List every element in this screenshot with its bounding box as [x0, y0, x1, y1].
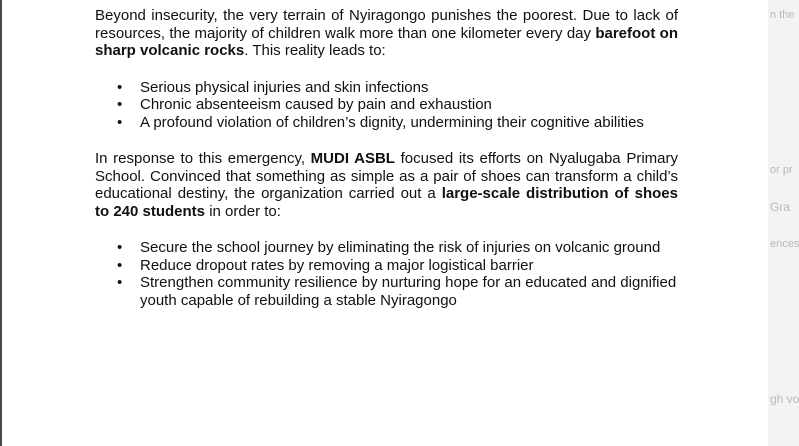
document-page [2, 0, 768, 446]
paragraph-intro [95, 7, 678, 60]
list-item: • Reduce dropout rates by removing a major logistical barrier [95, 257, 678, 275]
paragraph-intro-text-end: . This reality leads to: [244, 42, 386, 59]
paragraph-intro-text: Beyond insecurity, the very terrain of Nyiragongo punishes the poorest. Due to lack of resources, the majority of children walk more than one kilometer every day [95, 7, 678, 42]
side-panel-fragment: gh vo [770, 392, 799, 406]
paragraph-response-bold: large-scale distribution of shoes to 240 students [95, 185, 678, 220]
side-panel-fragment: Gra [770, 200, 791, 214]
paragraph-intro-bold: barefoot on sharp volcanic rocks [95, 24, 678, 59]
paragraph-response-text: In response to this emergency, [95, 150, 311, 167]
list-item: • Chronic absenteeism caused by pain and exhaustion [95, 96, 678, 114]
list-item: • Secure the school journey by eliminating the risk of injuries on volcanic ground [95, 239, 678, 257]
list-item: • A profound violation of children’s dignity, undermining their cognitive abilities [95, 114, 678, 132]
consequences-list [95, 79, 678, 132]
list-item: • Serious physical injuries and skin infections [95, 79, 678, 97]
paragraph-response-text-end: in order to: [205, 202, 281, 220]
organization-name: MUDI ASBL [310, 150, 395, 167]
document-content [95, 7, 678, 309]
side-panel[interactable] [768, 0, 799, 446]
paragraph-response [95, 150, 678, 220]
paragraph-response-text-mid: focused its efforts on Nyalugaba Primary School. Convinced that something as simple as a pair of shoes can transform a child’s educational destiny, the organization carried out a [95, 150, 678, 202]
list-item: • Strengthen community resilience by nurturing hope for an educated and dignified youth capable of rebuilding a stable Nyiragongo [95, 274, 678, 309]
side-panel-fragment: or pr [770, 164, 793, 176]
side-panel-fragment: n the [770, 9, 795, 21]
objectives-list [95, 239, 678, 309]
side-panel-fragment: ences [770, 238, 799, 250]
